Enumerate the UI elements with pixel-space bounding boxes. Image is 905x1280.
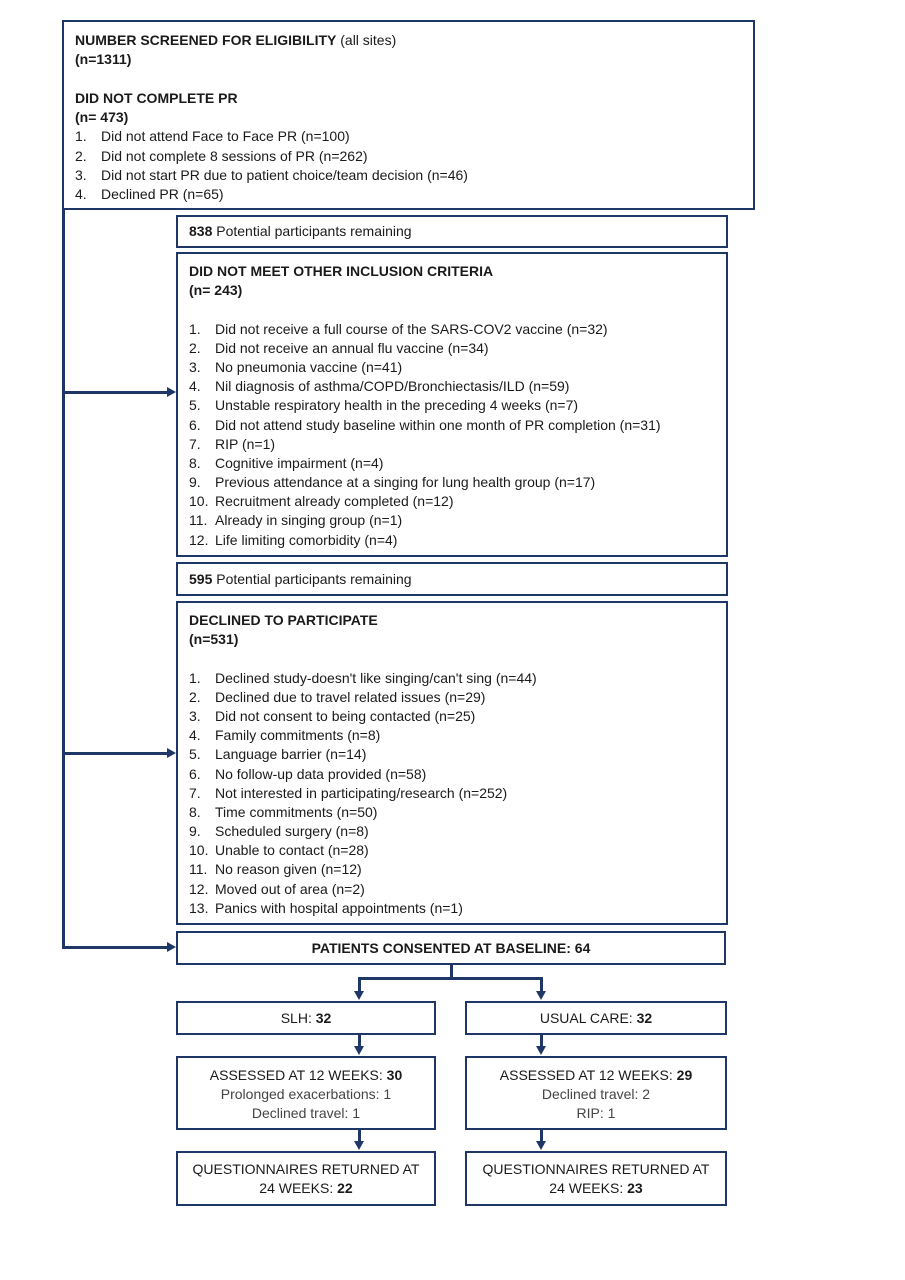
list-item: 11. Already in singing group (n=1)	[189, 512, 403, 529]
remaining-838-text: Potential participants remaining	[216, 223, 412, 239]
declined-title: DECLINED TO PARTICIPATE	[189, 612, 378, 628]
slh-box	[176, 1001, 436, 1035]
list-item: 7. Not interested in participating/research (n=252)	[189, 784, 508, 801]
usual-to-q-line	[540, 1128, 543, 1142]
usual-assessed-box	[465, 1056, 727, 1130]
screened-title: NUMBER SCREENED FOR ELIGIBILITY	[75, 32, 337, 48]
list-item: 1. Did not receive a full course of the SARS-COV2 vaccine (n=32)	[189, 320, 608, 337]
arrow-slh-assessed-icon	[354, 1046, 364, 1055]
list-item: 6. No follow-up data provided (n=58)	[189, 765, 427, 782]
arrow-slh-icon	[354, 991, 364, 1000]
usual-q-label-2: 24 WEEKS:	[549, 1180, 624, 1196]
usual-assessed-label: ASSESSED AT 12 WEEKS:	[499, 1067, 673, 1083]
inclusion-title: DID NOT MEET OTHER INCLUSION CRITERIA	[189, 263, 494, 279]
split-bar	[358, 977, 543, 980]
arrow-usual-icon	[536, 991, 546, 1000]
declined-box	[176, 601, 728, 925]
list-item: 4. Family commitments (n=8)	[189, 727, 381, 744]
arrow-usual-q-icon	[536, 1141, 546, 1150]
consented-box	[176, 931, 726, 965]
list-item: 12. Moved out of area (n=2)	[189, 880, 365, 897]
not-complete-count: (n= 473)	[75, 109, 129, 126]
arrow-slh-q-icon	[354, 1141, 364, 1150]
usual-label: USUAL CARE:	[539, 1010, 633, 1026]
connector-declined	[62, 752, 168, 755]
screened-box	[62, 20, 755, 210]
remaining-838-count: 838	[189, 223, 213, 239]
slh-count: 32	[315, 1010, 332, 1026]
list-item: 4. Declined PR (n=65)	[75, 186, 224, 203]
list-item: 11. No reason given (n=12)	[189, 861, 362, 878]
remaining-595-count: 595	[189, 571, 213, 587]
list-item: 9. Previous attendance at a singing for lung health group (n=17)	[189, 474, 596, 491]
list-item: 8. Cognitive impairment (n=4)	[189, 454, 384, 471]
slh-q-label-2: 24 WEEKS:	[259, 1180, 334, 1196]
connector-inclusion	[62, 391, 168, 394]
split-stem	[450, 963, 453, 978]
slh-questionnaires-box	[176, 1151, 436, 1206]
list-item: 5. Unstable respiratory health in the preceding 4 weeks (n=7)	[189, 397, 579, 414]
arrow-declined-icon	[167, 748, 176, 758]
list-item: 2. Did not complete 8 sessions of PR (n=262)	[75, 147, 368, 164]
remaining-595-text: Potential participants remaining	[216, 571, 412, 587]
list-item: 3. No pneumonia vaccine (n=41)	[189, 358, 403, 375]
consented-count: 64	[574, 940, 591, 956]
list-item: 1. Did not attend Face to Face PR (n=100)	[75, 128, 350, 145]
slh-to-assessed-line	[358, 1033, 361, 1047]
split-right-drop	[540, 977, 543, 992]
screened-subtitle: (all sites)	[340, 32, 397, 48]
list-item: 5. Language barrier (n=14)	[189, 746, 367, 763]
list-item: 2. Declined due to travel related issues (n=29)	[189, 688, 486, 705]
declined-count: (n=531)	[189, 631, 239, 648]
list-item: 1. Declined study-doesn't like singing/can't sing (n=44)	[189, 669, 537, 686]
remaining-595-box	[176, 562, 728, 596]
slh-assessed-box	[176, 1056, 436, 1130]
connector-consented	[62, 946, 168, 949]
usual-q-count: 23	[627, 1180, 643, 1196]
slh-assessed-note: Prolonged exacerbations: 1	[220, 1086, 392, 1102]
slh-q-label-1: QUESTIONNAIRES RETURNED AT	[192, 1161, 420, 1177]
usual-to-assessed-line	[540, 1033, 543, 1047]
split-left-drop	[358, 977, 361, 992]
list-item: 3. Did not consent to being contacted (n=25)	[189, 707, 476, 724]
list-item: 10. Unable to contact (n=28)	[189, 842, 369, 859]
usual-assessed-count: 29	[676, 1067, 693, 1083]
list-item: 13. Panics with hospital appointments (n=1)	[189, 899, 463, 916]
list-item: 8. Time commitments (n=50)	[189, 803, 378, 820]
list-item: 3. Did not start PR due to patient choice/team decision (n=46)	[75, 167, 468, 184]
slh-assessed-note: Declined travel: 1	[251, 1105, 361, 1121]
usual-care-box	[465, 1001, 727, 1035]
usual-q-label-1: QUESTIONNAIRES RETURNED AT	[482, 1161, 710, 1177]
slh-q-count: 22	[337, 1180, 353, 1196]
list-item: 7. RIP (n=1)	[189, 435, 276, 452]
inclusion-box	[176, 252, 728, 557]
list-item: 2. Did not receive an annual flu vaccine (n=34)	[189, 339, 489, 356]
arrow-consented-icon	[167, 942, 176, 952]
usual-questionnaires-box	[465, 1151, 727, 1206]
not-complete-title: DID NOT COMPLETE PR	[75, 89, 238, 106]
remaining-838-box	[176, 215, 728, 248]
slh-to-q-line	[358, 1128, 361, 1142]
arrow-inclusion-icon	[167, 387, 176, 397]
consented-label: PATIENTS CONSENTED AT BASELINE:	[311, 940, 571, 956]
screened-count: (n=1311)	[75, 51, 132, 68]
usual-assessed-note: Declined travel: 2	[541, 1086, 651, 1102]
list-item: 4. Nil diagnosis of asthma/COPD/Bronchiectasis/ILD (n=59)	[189, 378, 570, 395]
usual-count: 32	[636, 1010, 653, 1026]
slh-assessed-count: 30	[386, 1067, 403, 1083]
list-item: 12. Life limiting comorbidity (n=4)	[189, 531, 398, 548]
slh-assessed-label: ASSESSED AT 12 WEEKS:	[209, 1067, 383, 1083]
usual-assessed-note: RIP: 1	[576, 1105, 616, 1121]
arrow-usual-assessed-icon	[536, 1046, 546, 1055]
list-item: 6. Did not attend study baseline within one month of PR completion (n=31)	[189, 416, 661, 433]
inclusion-count: (n= 243)	[189, 282, 243, 299]
left-trunk-line	[62, 208, 65, 949]
list-item: 9. Scheduled surgery (n=8)	[189, 823, 369, 840]
list-item: 10. Recruitment already completed (n=12)	[189, 493, 454, 510]
slh-label: SLH:	[280, 1010, 312, 1026]
